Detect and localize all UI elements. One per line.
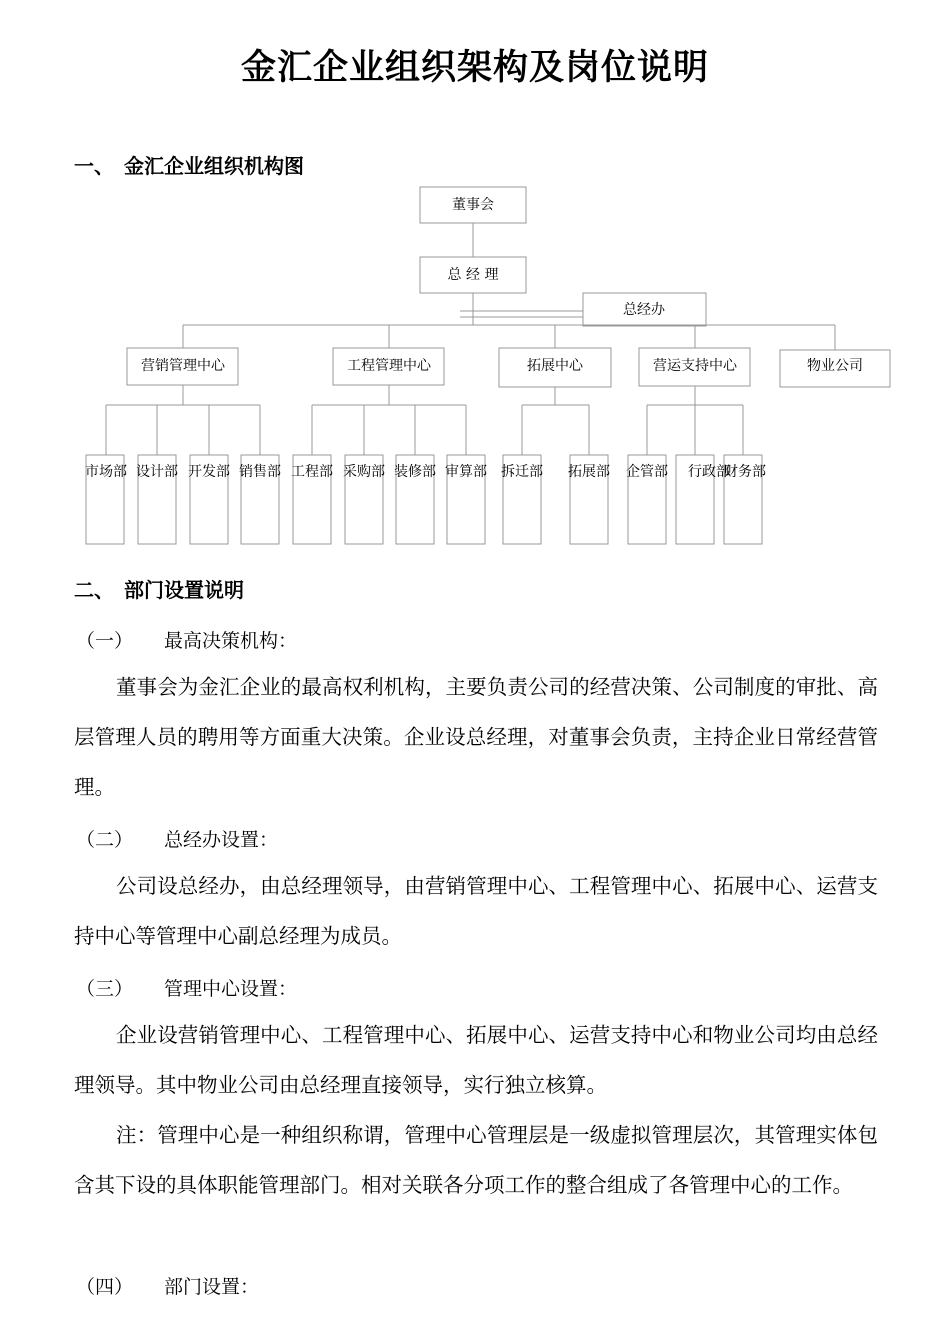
section-label: 金汇企业组织机构图	[124, 154, 304, 178]
board-label: 董事会	[452, 197, 494, 213]
section-number: 一、	[74, 154, 114, 178]
dept-label-5: 工程部	[291, 464, 333, 480]
dept-label-12: 行政部	[688, 464, 730, 480]
gm-label: 总 经 理	[447, 267, 499, 283]
dept-label-13: 财务部	[724, 464, 766, 480]
sub-number: （四）	[76, 1276, 134, 1298]
center-label-2: 工程管理中心	[347, 358, 431, 374]
center-label-3: 拓展中心	[527, 358, 583, 374]
dept-label-2: 设计部	[136, 464, 178, 480]
sub-number: （二）	[76, 829, 134, 851]
paragraph-centers: 企业设营销管理中心、工程管理中心、拓展中心、运营支持中心和物业公司均由总经理领导。其中物业公司由总经理直接领导，实行独立核算。	[74, 1023, 878, 1097]
subheading-gm-office	[76, 825, 278, 852]
dept-label-8: 审算部	[445, 464, 487, 480]
section-heading-dept-settings	[74, 574, 244, 603]
dept-label-3: 开发部	[188, 464, 230, 480]
sub-number: （一）	[76, 630, 134, 652]
subheading-centers	[76, 974, 297, 1001]
paragraph-note: 注：管理中心是一种组织称谓，管理中心管理层是一级虚拟管理层次，其管理实体包含其下设的具体职能管理部门。相对关联各分项工作的整合组成了各管理中心的工作。	[74, 1123, 878, 1197]
document-title: 金汇企业组织架构及岗位说明	[240, 48, 709, 88]
dept-label-9: 拆迁部	[501, 464, 543, 480]
dept-label-6: 采购部	[343, 464, 385, 480]
dept-label-10: 拓展部	[568, 464, 610, 480]
center-label-4: 营运支持中心	[653, 358, 737, 374]
subheading-departments	[76, 1272, 259, 1299]
org-chart	[0, 0, 950, 560]
sub-label: 管理中心设置：	[164, 978, 298, 1000]
section-label: 部门设置说明	[124, 578, 244, 602]
dept-label-4: 销售部	[239, 464, 281, 480]
dept-label-1: 市场部	[85, 464, 127, 480]
paragraph-board: 董事会为金汇企业的最高权利机构，主要负责公司的经营决策、公司制度的审批、高层管理人员的聘用等方面重大决策。企业设总经理，对董事会负责，主持企业日常经营管理。	[74, 675, 878, 799]
sub-label: 部门设置：	[164, 1276, 260, 1298]
paragraph-gm-office: 公司设总经办，由总经理领导，由营销管理中心、工程管理中心、拓展中心、运营支持中心等管理中心副总经理为成员。	[74, 874, 878, 948]
dept-label-11: 企管部	[626, 464, 668, 480]
center-label-1: 营销管理中心	[141, 358, 225, 374]
center-label-5: 物业公司	[807, 358, 863, 374]
sub-label: 最高决策机构：	[164, 630, 298, 652]
section-number: 二、	[74, 578, 114, 602]
sub-label: 总经办设置：	[164, 829, 279, 851]
sub-number: （三）	[76, 978, 134, 1000]
dept-label-7: 装修部	[394, 464, 436, 480]
subheading-decision	[76, 626, 297, 653]
gm-office-label: 总经办	[623, 302, 665, 318]
